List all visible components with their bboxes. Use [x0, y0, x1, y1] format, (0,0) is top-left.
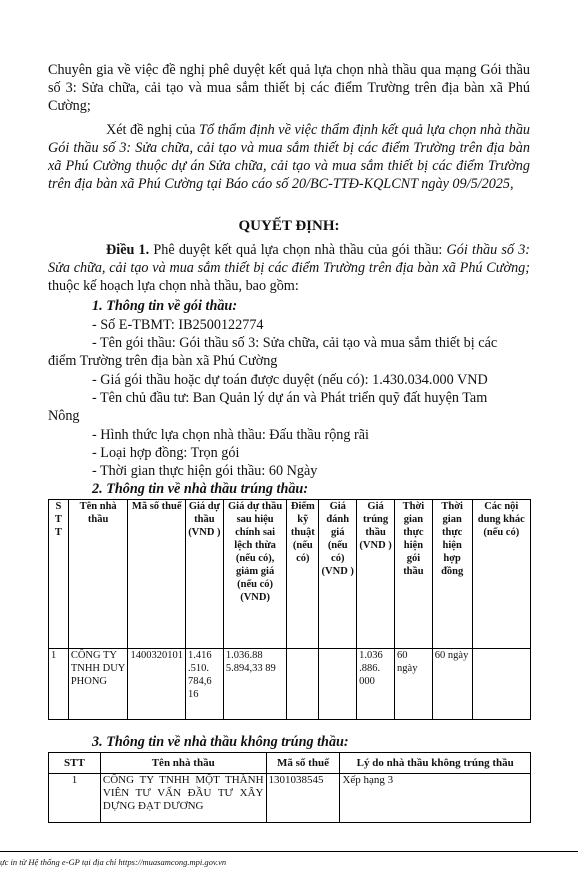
cell-evaluated-price: [319, 649, 357, 720]
cell-contract-duration: 60 ngày: [432, 649, 472, 720]
e-tbmt-line: - Số E-TBMT: IB2500122774: [92, 317, 264, 333]
header-evaluated-price: Giá đánh giá (nếu có) (VND ): [319, 500, 357, 649]
winning-bidder-table: [48, 499, 531, 720]
cell-package-duration: 60 ngày: [395, 649, 433, 720]
footer-note: ực in từ Hệ thống e-GP tại địa chỉ https://muasamcong.mpi.gov.vn: [0, 857, 227, 867]
header-winning-price: Giá trúng thầu (VND ): [357, 500, 395, 649]
article-1-text-italic: Gói thầu số 3: Sửa chữa, cải tạo và mua sắm thiết bị các điểm Trường trên địa bàn xã Phú Cường;: [48, 242, 531, 276]
intro-paragraph-1: Chuyên gia về việc đề nghị phê duyệt kết quả lựa chọn nhà thầu qua mạng Gói thầu số 3: Sửa chữa, cải tạo và mua sắm thiết bị các điểm Trường trên địa bàn xã Phú Cường;: [48, 62, 530, 114]
header-adjusted-price: Giá dự thầu sau hiệu chính sai lệch thừa (nếu có), giảm giá (nếu có) (VND): [223, 500, 287, 649]
cell-winning-price: 1.036 .886. 000: [357, 649, 395, 720]
duration-line: - Thời gian thực hiện gói thầu: 60 Ngày: [92, 463, 318, 479]
losing-bidder-table: [48, 752, 531, 823]
winning-table-header-row: [49, 500, 531, 649]
article-1-paragraph: [48, 241, 530, 295]
cell-bidder-name: CÔNG TY TNHH MỘT THÀNH VIÊN TƯ VẤN ĐẦU TƯ XÂY DỰNG ĐẠT DƯƠNG: [100, 774, 266, 823]
header-bidder-name: Tên nhà thầu: [100, 753, 266, 774]
losing-table-header-row: [49, 753, 531, 774]
package-name-line-1: - Tên gói thầu: Gói thầu số 3: Sửa chữa, cải tạo và mua sắm thiết bị các: [92, 335, 498, 351]
header-tax-code: Mã số thuế: [128, 500, 186, 649]
intro-paragraph-2: [48, 121, 530, 193]
section-2-heading: 2. Thông tin về nhà thầu trúng thầu:: [92, 481, 309, 497]
cell-tax-code: 1301038545: [266, 774, 340, 823]
section-3-heading: 3. Thông tin về nhà thầu không trúng thầu:: [92, 734, 349, 750]
contract-type-line: - Loại hợp đồng: Trọn gói: [92, 445, 240, 461]
section-1-heading: 1. Thông tin về gói thầu:: [92, 298, 238, 314]
header-bidder-name: Tên nhà thầu: [68, 500, 128, 649]
article-1-label: Điều 1.: [106, 242, 150, 258]
investor-line-2: Nông: [48, 408, 80, 424]
table-row: [49, 774, 531, 823]
intro-p2-italic: Tổ thẩm định về việc thẩm định kết quả lựa chọn nhà thầu Gói thầu số 3: Sửa chữa, cải tạo và mua sắm thiết bị các điểm Trường trên địa bàn xã Phú Cường thuộc dự án Sửa chữa, cải tạo và mua sắm thiết bị các điểm Trường trên địa bàn xã Phú Cường tại Báo cáo số 20/BC-TTĐ-KQLCNT ngày 09/5/2025,: [48, 122, 531, 192]
article-1-text-b: thuộc kế hoạch lựa chọn nhà thầu, bao gồm:: [48, 278, 299, 294]
investor-line-1: - Tên chủ đầu tư: Ban Quản lý dự án và Phát triển quỹ đất huyện Tam: [92, 390, 488, 406]
header-contract-duration: Thời gian thực hiện hợp đồng: [432, 500, 472, 649]
footer-divider: [0, 851, 578, 852]
cell-other-content: [472, 649, 530, 720]
header-technical-score: Điểm kỹ thuật (nếu có): [287, 500, 319, 649]
header-stt: S T T: [49, 500, 69, 649]
package-price-line: - Giá gói thầu hoặc dự toán được duyệt (nếu có): 1.430.034.000 VND: [92, 372, 488, 388]
cell-adjusted-price: 1.036.88 5.894,33 89: [223, 649, 287, 720]
cell-stt: 1: [49, 649, 69, 720]
cell-bid-price: 1.416 .510. 784,6 16: [185, 649, 223, 720]
cell-technical-score: [287, 649, 319, 720]
header-tax-code: Mã số thuế: [266, 753, 340, 774]
header-reason: Lý do nhà thầu không trúng thầu: [340, 753, 531, 774]
package-name-line-2: điểm Trường trên địa bàn xã Phú Cường: [48, 353, 278, 369]
article-1-text-a: Phê duyệt kết quả lựa chọn nhà thầu của gói thầu:: [149, 242, 447, 258]
cell-reason: Xếp hạng 3: [340, 774, 531, 823]
intro-p2-lead: Xét đề nghị của: [106, 122, 200, 138]
table-row: [49, 649, 531, 720]
header-stt: STT: [49, 753, 101, 774]
selection-method-line: - Hình thức lựa chọn nhà thầu: Đấu thầu rộng rãi: [92, 427, 369, 443]
header-other-content: Các nội dung khác (nếu có): [472, 500, 530, 649]
cell-bidder-name: CÔNG TY TNHH DUY PHONG: [68, 649, 128, 720]
header-bid-price: Giá dự thầu (VND ): [185, 500, 223, 649]
cell-stt: 1: [49, 774, 101, 823]
decision-title: QUYẾT ĐỊNH:: [238, 218, 340, 234]
header-package-duration: Thời gian thực hiện gói thầu: [395, 500, 433, 649]
cell-tax-code: 1400320101: [128, 649, 186, 720]
